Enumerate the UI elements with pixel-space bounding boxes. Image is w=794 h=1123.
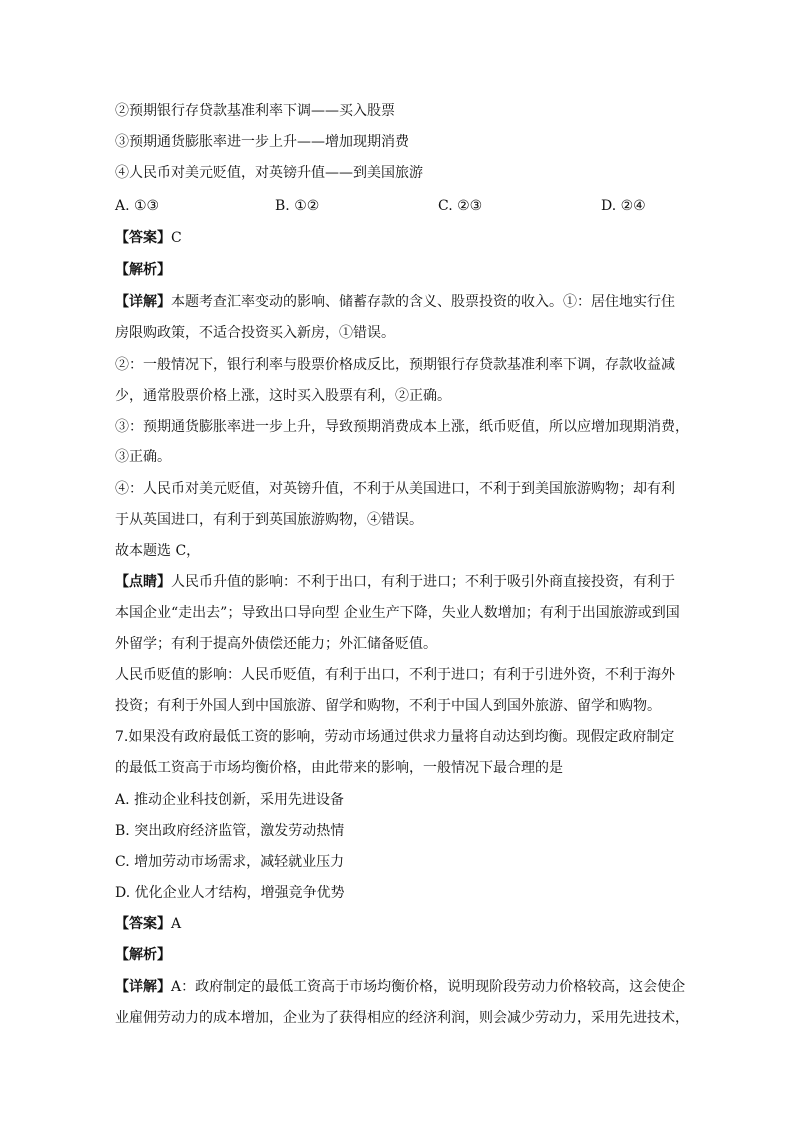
- q6-point-line-5: 投资；有利于外国人到中国旅游、留学和购物，不利于中国人到国外旅游、留学和购物。: [115, 698, 661, 714]
- answer-tag: 【答案】: [115, 916, 171, 932]
- q6-option-a: A. ①③: [115, 198, 160, 214]
- q6-detail-line-2: 房限购政策，不适合投资买入新房，①错误。: [115, 325, 395, 341]
- q7-stem-line-1: 7.如果没有政府最低工资的影响，劳动市场通过供求力量将自动达到均衡。现假定政府制定: [115, 729, 675, 745]
- q7-answer-line: [115, 914, 181, 934]
- q6-option-d: D. ②④: [601, 198, 646, 214]
- q6-item-4: ④人民币对美元贬值，对英镑升值——到美国旅游: [115, 165, 423, 181]
- q6-detail-line-5: ③：预期通货膨胀率进一步上升，导致预期消费成本上涨，纸币贬值，所以应增加现期消费，: [115, 419, 689, 435]
- q7-option-a: A. 推动企业科技创新，采用先进设备: [115, 792, 345, 808]
- q6-item-2: ②预期银行存贷款基准利率下调——买入股票: [115, 103, 395, 119]
- q6-point-line-3: 外留学；有利于提高外债偿还能力；外汇储备贬值。: [115, 636, 437, 652]
- q6-conclusion: 故本题选 C，: [115, 543, 201, 559]
- q6-detail-line-6: ③正确。: [115, 449, 171, 465]
- q6-answer-line: [115, 228, 182, 248]
- answer-value: A: [171, 916, 182, 932]
- q6-detail-line-3: ②：一般情况下，银行利率与股票价格成反比，预期银行存贷款基准利率下调，存款收益减: [115, 357, 675, 373]
- q6-option-c: C. ②③: [438, 198, 483, 214]
- detail-tag: 【详解】: [115, 979, 171, 995]
- q6-detail-line-4: 少，通常股票价格上涨，这时买入股票有利，②正确。: [115, 388, 451, 404]
- q7-analysis-tag: 【解析】: [115, 947, 171, 963]
- q7-option-d: D. 优化企业人才结构，增强竞争优势: [115, 885, 345, 901]
- q7-detail-line-2: 业雇佣劳动力的成本增加，企业为了获得相应的经济利润，则会减少劳动力，采用先进技术，: [115, 1010, 689, 1026]
- q6-point-line-2: 本国企业“走出去”；导致出口导向型 企业生产下降，失业人数增加；有利于出国旅游或到国: [115, 605, 680, 621]
- q6-point-line-1: 【点睛】人民币升值的影响：不利于出口，有利于进口；不利于吸引外商直接投资，有利于: [115, 574, 675, 590]
- q7-detail-line-1: 【详解】A：政府制定的最低工资高于市场均衡价格，说明现阶段劳动力价格较高，这会使企: [115, 979, 686, 995]
- answer-tag: 【答案】: [115, 230, 171, 246]
- detail-tag: 【详解】: [115, 294, 171, 310]
- q6-point-line-4: 人民币贬值的影响：人民币贬值，有利于出口，不利于进口；有利于引进外资，不利于海外: [115, 667, 675, 683]
- q6-detail-line-1: 【详解】本题考查汇率变动的影响、储蓄存款的含义、股票投资的收入。①：居住地实行住: [115, 294, 675, 310]
- q7-stem-line-2: 的最低工资高于市场均衡价格，由此带来的影响，一般情况下最合理的是: [115, 760, 563, 776]
- q6-item-3: ③预期通货膨胀率进一步上升——增加现期消费: [115, 134, 409, 150]
- q6-detail-line-8: 于从英国进口，有利于到英国旅游购物，④错误。: [115, 512, 423, 528]
- point-tag: 【点睛】: [115, 574, 171, 590]
- q6-detail-line-7: ④：人民币对美元贬值，对英镑升值，不利于从美国进口，不利于到美国旅游购物；却有利: [115, 481, 675, 497]
- q7-option-b: B. 突出政府经济监管，激发劳动热情: [115, 823, 345, 839]
- answer-value: C: [171, 230, 182, 246]
- q6-analysis-tag: 【解析】: [115, 262, 171, 278]
- q6-option-b: B. ①②: [275, 198, 320, 214]
- q7-option-c: C. 增加劳动市场需求，减轻就业压力: [115, 854, 345, 870]
